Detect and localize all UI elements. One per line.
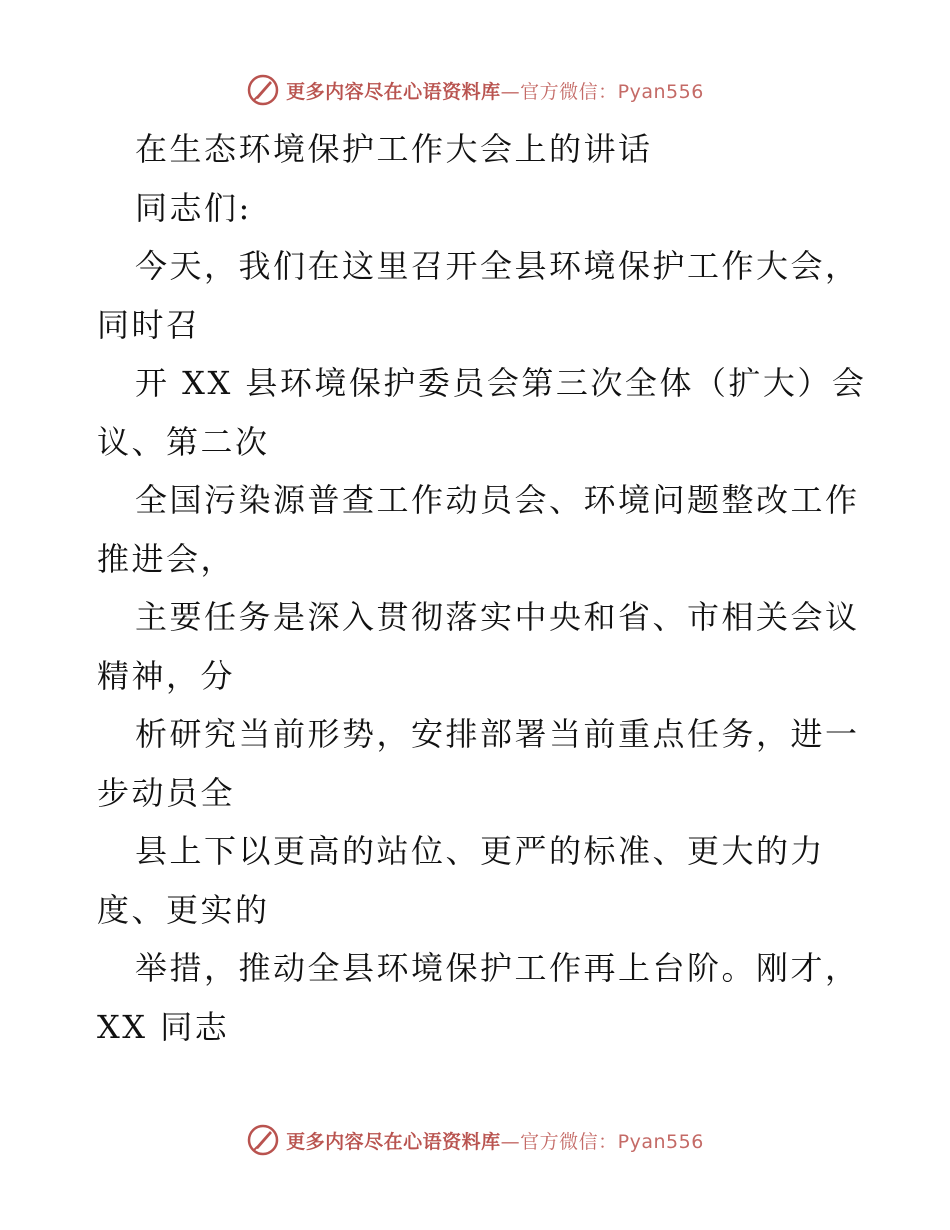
text-line: 同志们: — [135, 188, 252, 227]
banner-text — [286, 1127, 704, 1154]
banner-main-text: 更多内容尽在心语资料库 — [286, 80, 501, 103]
text-line: 县上下以更高的站位、更严的标准、更大的力 — [135, 832, 826, 870]
text-line: 同时召 — [97, 305, 201, 344]
text-line: 度、更实的 — [97, 890, 270, 929]
text-line: 主要任务是深入贯彻落实中央和省、市相关会议 — [135, 598, 860, 636]
banner-contact-text: 官方微信：Pyan556 — [520, 80, 704, 103]
banner-contact-text: 官方微信：Pyan556 — [520, 1130, 704, 1153]
text-line: XX 同志 — [97, 1007, 230, 1046]
document-title: 在生态环境保护工作大会上的讲话 — [135, 130, 653, 168]
banner-dash: — — [500, 80, 521, 103]
banner-dash: — — [500, 1130, 521, 1153]
text-line: 今天，我们在这里召开全县环境保护工作大会， — [135, 247, 860, 285]
quill-logo-icon — [246, 73, 280, 107]
banner-main-text: 更多内容尽在心语资料库 — [286, 1130, 501, 1153]
text-line: 全国污染源普查工作动员会、环境问题整改工作 — [135, 481, 860, 519]
text-line: 举措，推动全县环境保护工作再上台阶。刚才， — [135, 949, 860, 987]
text-line: 开 XX 县环境保护委员会第三次全体（扩大）会 — [135, 364, 867, 402]
header-banner — [0, 70, 950, 110]
text-line: 析研究当前形势，安排部署当前重点任务，进一 — [135, 715, 860, 753]
quill-logo-icon — [246, 1123, 280, 1157]
banner-text — [286, 77, 704, 104]
document-body — [97, 120, 867, 1056]
text-line: 推进会， — [97, 539, 236, 578]
text-line: 步动员全 — [97, 773, 236, 812]
text-line: 议、第二次 — [97, 422, 270, 461]
text-line: 精神，分 — [97, 656, 236, 695]
footer-banner — [0, 1120, 950, 1160]
